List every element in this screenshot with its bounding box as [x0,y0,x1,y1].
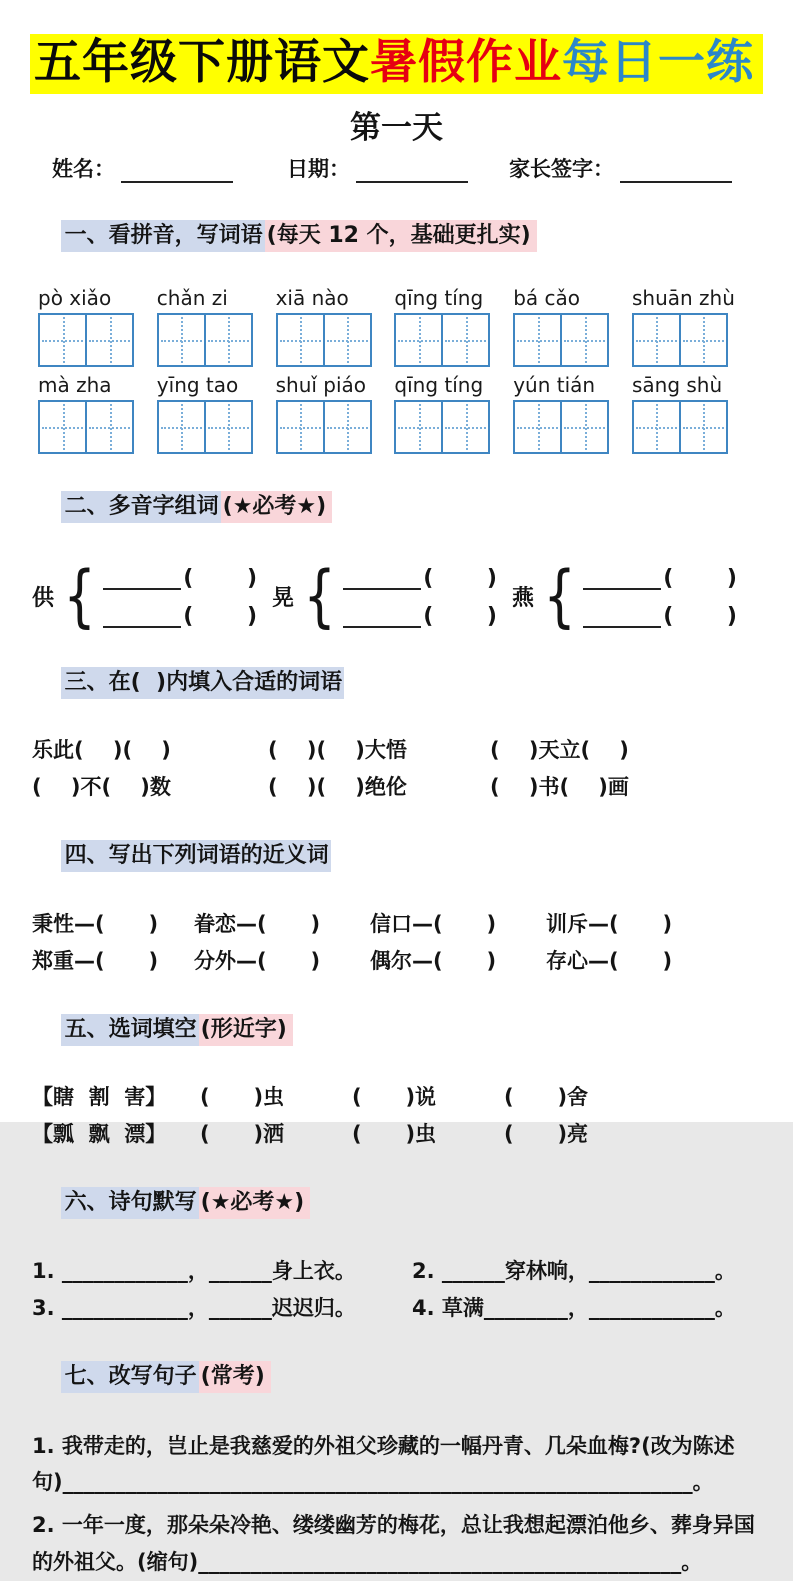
polyphone-char: 燕 [511,586,534,612]
writing-grid-cell [515,402,560,452]
rewrite-sentence-item: 1. 我带走的，岂止是我慈爱的外祖父珍藏的一幅丹青、几朵血梅?(改为陈述句)____________________________________________________________。 [32,1433,735,1495]
writing-grid-cell [323,402,370,452]
pinyin-row-2 [38,373,728,454]
synonym-item: 存心—( ) [546,948,673,973]
poem-row-2 [32,1295,763,1322]
pinyin-word-cell [276,286,372,367]
left-brace-bracket: { [63,556,96,636]
pinyin-word-cell [38,373,134,454]
fill-word-item: ( )天立( ) [490,737,629,762]
signature-blank-line [620,159,732,183]
fill-blank-line [103,604,181,628]
writing-grid-box [632,400,728,454]
polyphone-group [32,556,258,636]
paren-blank: ( ) [663,565,737,591]
writing-grid-cell [204,315,251,365]
pinyin-label: shuān zhù [631,285,735,310]
writing-grid-box [157,313,253,367]
fill-blank-line [343,566,421,590]
poem-line-item: 3. ____________，______迟迟归。 [32,1296,356,1321]
pinyin-label: sāng shù [631,372,723,397]
char-choice-row-2 [32,1121,763,1148]
writing-grid-cell [679,402,726,452]
section-2-heading-main: 二、多音字组词 [61,491,221,523]
section-2-heading [30,463,763,552]
section-7-heading [30,1332,763,1421]
fill-char-item: ( )舍 [504,1085,589,1110]
polyphone-lines [103,566,257,628]
pinyin-word-cell [513,286,609,367]
pinyin-word-cell [394,373,490,454]
fill-word-item: ( )不( )数 [32,775,171,800]
date-field [287,153,509,183]
pinyin-row-1 [38,285,735,367]
fill-char-item: ( )虫 [352,1122,437,1147]
pinyin-label: mà zha [38,372,112,397]
synonym-item: 信口—( ) [370,911,497,936]
synonym-item: 秉性—( ) [32,911,159,936]
pinyin-word-cell [631,285,735,367]
writing-grid-box [38,313,134,367]
fill-blank-line [103,566,181,590]
date-blank-line [356,159,468,183]
name-blank-line [121,159,233,183]
fill-word-item: ( )( )绝伦 [268,775,407,800]
fill-char-item: ( )说 [352,1085,437,1110]
writing-grid-box [513,400,609,454]
poem-line-item: 1. ____________，______身上衣。 [32,1258,356,1283]
synonym-item: 训斥—( ) [546,911,673,936]
writing-grid-cell [560,402,607,452]
poem-row-1 [32,1258,763,1285]
writing-grid-cell [323,315,370,365]
left-brace-bracket: { [303,556,336,636]
signature-label: 家长签字： [509,156,614,181]
writing-grid-cell [441,402,488,452]
idiom-fill-row-1 [32,737,763,764]
poem-line-item: 2. ______穿林响，____________。 [412,1258,736,1283]
writing-grid-box [157,400,253,454]
fill-word-item: 乐此( )( ) [32,737,171,762]
pinyin-word-cell [394,286,490,367]
polyphone-char: 晃 [271,586,294,612]
pinyin-label: pò xiǎo [38,285,112,310]
pinyin-label: bá cǎo [513,285,580,310]
section-1-heading-main: 一、看拼音，写词语 [61,220,265,252]
pinyin-word-cell [513,373,609,454]
section-5-heading [30,985,763,1074]
pinyin-label: qīng tíng [394,372,484,397]
fill-char-item: ( )虫 [200,1085,285,1110]
polyphone-line [103,604,257,628]
signature-field [509,153,732,183]
synonym-item: 偶尔—( ) [370,948,497,973]
writing-grid-cell [40,402,85,452]
paren-blank: ( ) [183,603,258,629]
pinyin-label: yún tián [513,372,596,397]
name-field [52,153,287,183]
char-options: 【瓢 飘 漂】 [32,1122,167,1147]
fill-blank-line [343,604,421,628]
title-daily-part: 每日一练 [562,35,754,90]
writing-grid-cell [85,402,132,452]
section-7-heading-main: 七、改写句子 [61,1361,199,1393]
polyphone-group [511,556,737,636]
polyphone-lines [343,566,497,628]
writing-grid-box [513,313,609,367]
synonym-item: 眷恋—( ) [194,911,321,936]
polyphone-line [583,566,737,590]
polyphone-group [271,556,497,636]
section-4-heading-main: 四、写出下列词语的近义词 [61,840,331,872]
writing-grid-cell [396,315,441,365]
polyphone-lines [583,566,737,628]
writing-grid-box [38,400,134,454]
writing-grid-cell [634,315,679,365]
section-5-heading-main: 五、选词填空 [61,1014,199,1046]
writing-grid-box [276,400,372,454]
pinyin-label: chǎn zi [156,285,228,310]
pinyin-label: qīng tíng [394,285,484,310]
writing-grid-cell [560,315,607,365]
polyphone-line [583,604,737,628]
fill-char-item: ( )洒 [200,1122,285,1147]
writing-grid-cell [159,315,204,365]
char-options: 【瞎 割 害】 [32,1085,167,1110]
title-holiday-part: 暑假作业 [370,35,562,90]
paren-blank: ( ) [423,603,497,629]
info-row [52,153,763,183]
section-1-heading-note: (每天 12 个，基础更扎实) [265,220,537,252]
synonym-row-1 [32,911,763,938]
pinyin-label: xiā nào [275,285,349,310]
pinyin-word-cell [38,286,134,367]
section-6-heading [30,1159,763,1248]
writing-grid-cell [278,315,323,365]
polyphone-line [343,604,497,628]
polyphone-line [343,566,497,590]
section-6-heading-main: 六、诗句默写 [61,1187,199,1219]
pinyin-word-cell [632,373,728,454]
section-5-heading-note: (形近字) [199,1014,293,1046]
section-3-heading-main: 三、在( )内填入合适的词语 [61,667,344,699]
fill-word-item: ( )书( )画 [490,775,629,800]
writing-grid-box [394,313,490,367]
left-brace-bracket: { [543,556,576,636]
writing-grid-cell [40,315,85,365]
paren-blank: ( ) [183,565,258,591]
writing-grid-cell [634,402,679,452]
idiom-fill-row-2 [32,774,763,801]
writing-grid-cell [204,402,251,452]
name-label: 姓名： [52,156,115,181]
synonym-item: 分外—( ) [194,948,321,973]
writing-grid-box [394,400,490,454]
writing-grid-cell [396,402,441,452]
writing-grid-cell [85,315,132,365]
worksheet-title-banner [30,34,763,94]
polyphone-line [103,566,257,590]
writing-grid-cell [515,315,560,365]
writing-grid-cell [159,402,204,452]
section-2-heading-note: (★必考★) [221,491,333,523]
fill-word-item: ( )( )大悟 [268,737,407,762]
paren-blank: ( ) [663,603,737,629]
rewrite-sentence-item: 2. 一年一度，那朵朵冷艳、缕缕幽芳的梅花，总让我想起漂泊他乡、葬身异国的外祖父。(缩句)______________________________________________。 [32,1513,755,1574]
title-grade-part: 五年级下册语文 [34,35,370,90]
writing-grid-box [276,313,372,367]
section-6-heading-note: (★必考★) [199,1187,311,1219]
pinyin-label: shuǐ piáo [275,372,367,397]
section-7-heading-note: (常考) [199,1361,271,1393]
section-4-heading [30,811,763,900]
fill-blank-line [583,604,661,628]
date-label: 日期： [287,156,350,181]
writing-grid-cell [278,402,323,452]
synonym-item: 郑重—( ) [32,948,159,973]
synonym-row-2 [32,948,763,975]
pinyin-word-cell [276,373,372,454]
polyphone-char: 供 [32,586,55,612]
char-choice-row-1 [32,1084,763,1111]
writing-grid-cell [679,315,726,365]
pinyin-label: yīng tao [156,372,239,397]
pinyin-word-cell [157,286,253,367]
writing-grid-box [632,313,728,367]
section-3-heading [30,638,763,727]
pinyin-word-cell [157,373,253,454]
paren-blank: ( ) [423,565,497,591]
section-1-heading [30,192,763,281]
polyphone-row [32,556,763,636]
fill-char-item: ( )亮 [504,1122,589,1147]
poem-line-item: 4. 草满________，____________。 [412,1296,736,1321]
writing-grid-cell [441,315,488,365]
fill-blank-line [583,566,661,590]
day-heading: 第一天 [350,109,443,146]
